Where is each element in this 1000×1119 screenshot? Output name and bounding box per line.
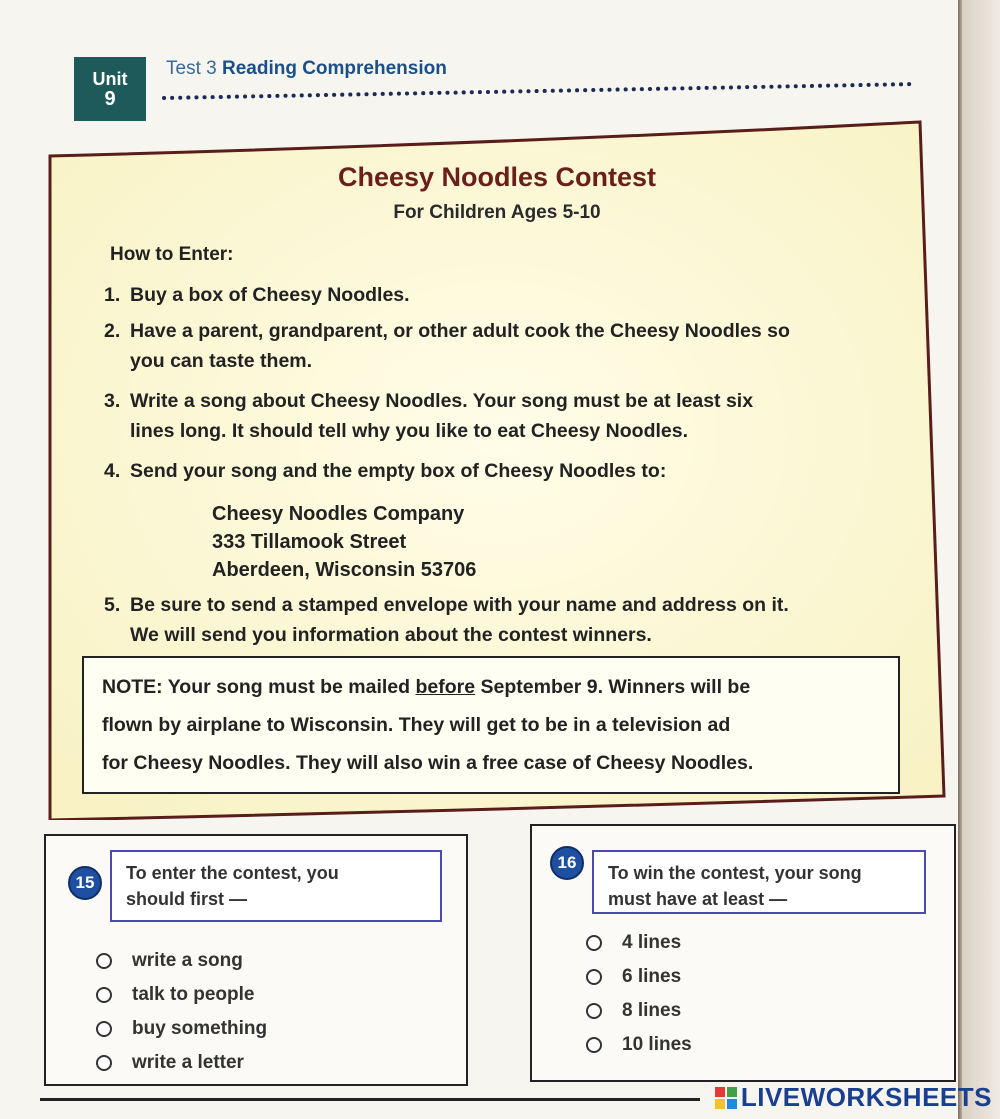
question-stem [110, 850, 442, 922]
step-text: Be sure to send a stamped envelope with your name and address on it. [130, 594, 789, 616]
option-label: 4 lines [622, 932, 682, 953]
liveworksheets-logo-icon [715, 1087, 737, 1109]
page-edge [958, 0, 962, 1119]
step-3 [104, 386, 904, 446]
step-4 [104, 456, 904, 486]
step-text-continued: you can taste them. [130, 350, 313, 372]
dotted-divider [160, 82, 920, 104]
radio-button[interactable] [586, 969, 602, 985]
note-line-2: flown by airplane to Wisconsin. They will get to be in a television ad [102, 714, 731, 736]
liveworksheets-brand[interactable] [715, 1082, 992, 1113]
step-text-continued: lines long. It should tell why you like to eat Cheesy Noodles. [130, 420, 689, 442]
mailing-address [212, 500, 476, 584]
step-5 [104, 590, 904, 650]
option-label: write a song [132, 950, 243, 971]
answer-option[interactable] [586, 1034, 692, 1056]
step-1 [104, 280, 904, 310]
answer-option[interactable] [96, 1018, 267, 1040]
option-label: buy something [132, 1018, 268, 1039]
answer-option[interactable] [586, 1000, 681, 1022]
note-box [82, 656, 900, 794]
passage-panel [48, 120, 946, 820]
radio-button[interactable] [96, 1055, 112, 1071]
footer-rule [40, 1098, 700, 1101]
answer-option[interactable] [586, 966, 681, 988]
answer-option[interactable] [96, 950, 243, 972]
question-15-box [44, 834, 468, 1086]
step-text: Have a parent, grandparent, or other adult cook the Cheesy Noodles so [130, 320, 790, 342]
radio-button[interactable] [586, 1037, 602, 1053]
note-line-3: for Cheesy Noodles. They will also win a free case of Cheesy Noodles. [102, 752, 754, 774]
step-2 [104, 316, 904, 376]
test-title: Reading Comprehension [221, 58, 447, 79]
logo-square [727, 1087, 737, 1097]
option-label: write a letter [132, 1052, 244, 1073]
stem-line-1: To enter the contest, you [126, 863, 339, 883]
step-text: Send your song and the empty box of Cheesy Noodles to: [130, 460, 667, 482]
question-number-badge: 15 [68, 866, 102, 900]
note-prefix: NOTE: Your song must be mailed [102, 676, 416, 698]
address-line-1: Cheesy Noodles Company [212, 503, 465, 525]
note-rest: September 9. Winners will be [475, 676, 751, 698]
stem-line-2: must have at least — [608, 889, 788, 909]
option-label: 6 lines [622, 966, 682, 987]
logo-square [715, 1099, 725, 1109]
question-number-badge: 16 [550, 846, 584, 880]
question-stem [592, 850, 926, 914]
logo-square [715, 1087, 725, 1097]
radio-button[interactable] [96, 1021, 112, 1037]
unit-number: 9 [104, 88, 116, 110]
answer-option[interactable] [96, 984, 254, 1006]
option-label: 8 lines [622, 1000, 682, 1021]
address-line-2: 333 Tillamook Street [212, 531, 407, 553]
unit-label: Unit [92, 69, 128, 89]
step-number: 2. [104, 320, 121, 342]
step-number: 3. [104, 390, 121, 412]
test-header [166, 58, 447, 80]
answer-option[interactable] [96, 1052, 244, 1074]
step-text: Buy a box of Cheesy Noodles. [130, 284, 410, 306]
stem-line-2: should first — [126, 889, 247, 909]
step-number: 1. [104, 284, 121, 306]
address-line-3: Aberdeen, Wisconsin 53706 [212, 559, 477, 581]
step-text-continued: We will send you information about the contest winners. [130, 624, 652, 646]
note-text [102, 668, 882, 782]
passage-title: Cheesy Noodles Contest [337, 162, 657, 192]
radio-button[interactable] [586, 935, 602, 951]
unit-badge [74, 57, 146, 121]
question-16-box [530, 824, 956, 1082]
stem-line-1: To win the contest, your song [608, 863, 862, 883]
note-underlined: before [415, 676, 476, 698]
option-label: talk to people [132, 984, 255, 1005]
radio-button[interactable] [96, 953, 112, 969]
logo-square [727, 1099, 737, 1109]
brand-name: LIVEWORKSHEETS [740, 1082, 992, 1112]
how-to-enter-heading: How to Enter: [110, 244, 234, 265]
radio-button[interactable] [586, 1003, 602, 1019]
step-number: 5. [104, 594, 121, 616]
test-number: Test 3 [166, 58, 217, 79]
passage-subtitle: For Children Ages 5-10 [393, 202, 601, 223]
radio-button[interactable] [96, 987, 112, 1003]
step-number: 4. [104, 460, 121, 482]
answer-option[interactable] [586, 932, 681, 954]
option-label: 10 lines [622, 1034, 692, 1055]
step-text: Write a song about Cheesy Noodles. Your song must be at least six [130, 390, 754, 412]
page-shadow [962, 0, 1000, 1119]
